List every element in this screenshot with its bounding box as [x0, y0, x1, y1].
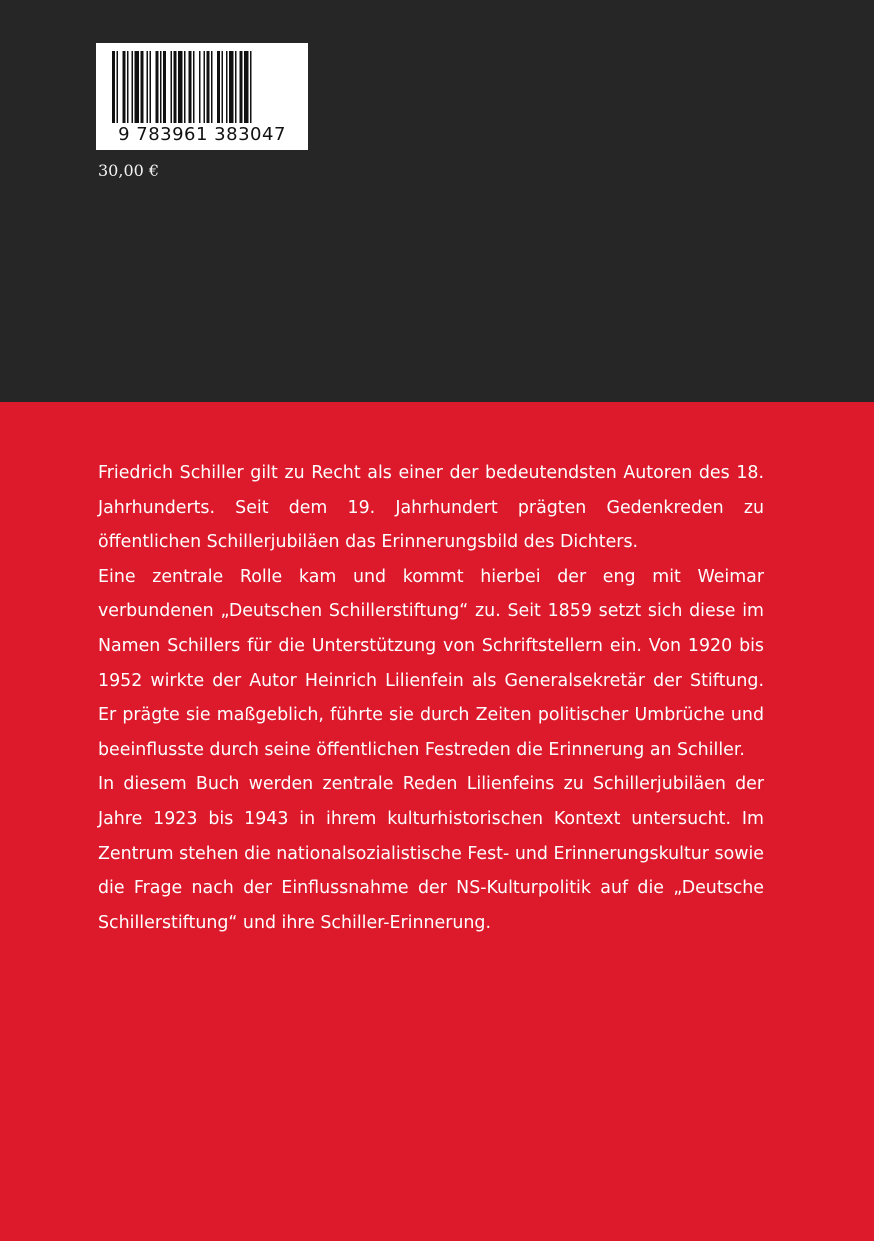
barcode-bar — [117, 51, 119, 123]
barcode-bar — [135, 51, 140, 123]
barcode-bar — [207, 51, 210, 123]
barcode-bar — [193, 51, 195, 123]
blurb-paragraph-1: Friedrich Schiller gilt zu Recht als einer der bedeutendsten Autoren des 18. Jahrhunderts. Seit dem 19. Jahrhundert prägten Gedenkreden zu öffentlichen Schillerjubiläen das Erinnerungsbild des Dichters. — [98, 463, 764, 553]
isbn-digits: 9 783961 383047 — [118, 124, 286, 145]
barcode-bar — [171, 51, 173, 123]
barcode-bar — [112, 51, 115, 123]
blurb-paragraph-3: In diesem Buch werden zentrale Reden Lilienfeins zu Schillerjubiläen der Jahre 1923 bis 1943 in ihrem kulturhistorischen Kontext untersucht. Im Zentrum stehen die nationalsozialistische Fest- und Erinnerungskultur sowie die Frage nach der Einflussnahme der NS-Kulturpolitik auf die „Deutsche Schillerstiftung“ und ihre Schiller-Erinnerung. — [98, 774, 764, 933]
barcode-bar — [189, 51, 192, 123]
barcode-bar — [132, 51, 134, 123]
barcode-bars — [112, 51, 292, 123]
barcode-bar — [160, 51, 162, 123]
barcode-bar — [240, 51, 243, 123]
barcode-bar — [150, 51, 152, 123]
barcode-bar — [184, 51, 186, 123]
blurb-paragraph-2: Eine zentrale Rolle kam und kommt hierbei der eng mit Weimar verbundenen „Deutschen Schillerstiftung“ zu. Seit 1859 setzt sich diese im Namen Schillers für die Unterstützung von Schriftstellern ein. Von 1920 bis 1952 wirkte der Autor Heinrich Lilienfein als Generalsekretär der Stiftung. Er prägte sie maßgeblich, führte sie durch Zeiten politischer Umbrüche und beeinflusste durch seine öffentlichen Festreden die Erinnerung an Schiller. — [98, 566, 764, 760]
price-label: 30,00 € — [98, 161, 160, 180]
isbn-barcode — [96, 43, 308, 150]
barcode-bar — [147, 51, 149, 123]
barcode-bar — [204, 51, 206, 123]
barcode-bar — [229, 51, 234, 123]
barcode-bar — [217, 51, 220, 123]
barcode-bar — [123, 51, 126, 123]
barcode-bar — [250, 51, 252, 123]
barcode-bar — [127, 51, 129, 123]
barcode-bar — [222, 51, 224, 123]
barcode-bar — [211, 51, 213, 123]
barcode-bar — [156, 51, 159, 123]
back-cover-blurb — [98, 456, 764, 940]
barcode-bar — [178, 51, 183, 123]
barcode-bar — [174, 51, 177, 123]
barcode-bar — [235, 51, 237, 123]
barcode-bar — [141, 51, 144, 123]
barcode-bar — [244, 51, 249, 123]
barcode-bar — [226, 51, 228, 123]
barcode-bar — [163, 51, 166, 123]
barcode-bar — [199, 51, 201, 123]
